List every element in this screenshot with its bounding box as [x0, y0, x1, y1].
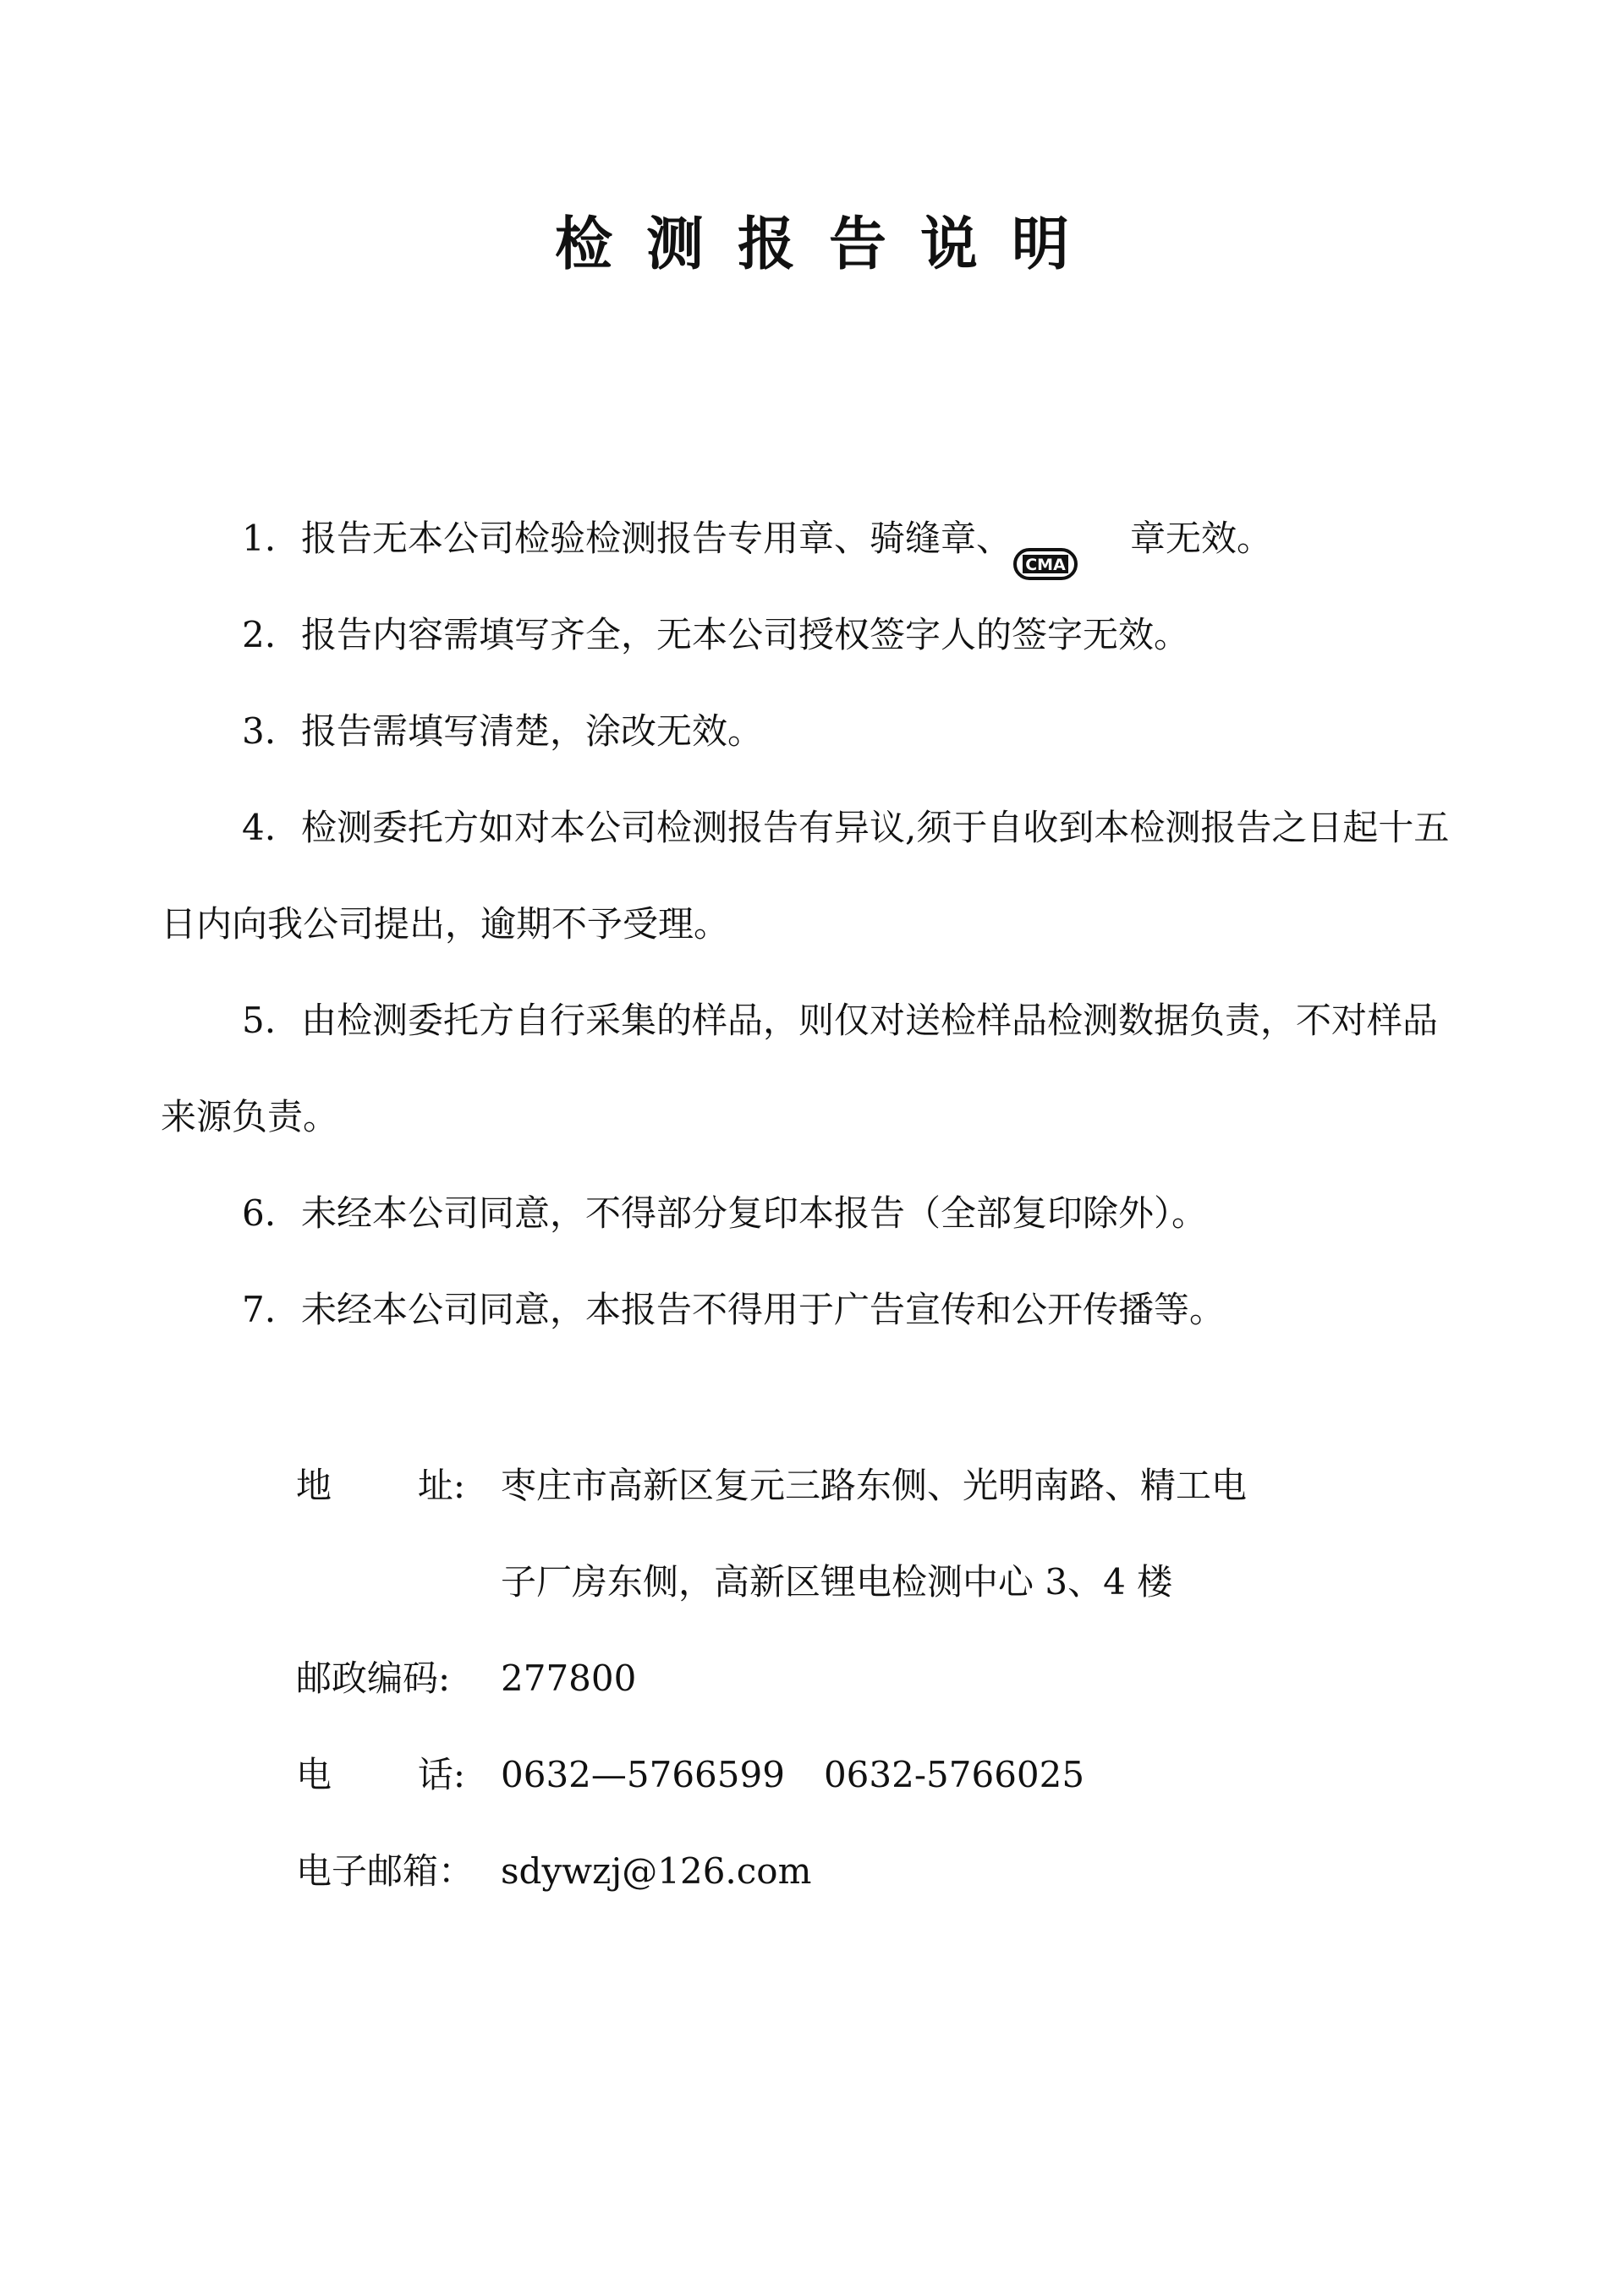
- rule-number: 5.: [242, 1000, 277, 1041]
- phone-row: [296, 1727, 1480, 1823]
- rule-number: 4.: [242, 807, 277, 848]
- rule-text: 未经本公司同意，不得部分复印本报告（全部复印除外）。: [301, 1192, 1208, 1234]
- email-row: [296, 1823, 1480, 1920]
- rule-text: 由检测委托方自行采集的样品，则仅对送检样品检测数据负责，不对样品来源负责。: [161, 1000, 1439, 1137]
- rule-text: 报告需填写清楚，涂改无效。: [301, 710, 764, 752]
- rule-number: 3.: [242, 710, 277, 752]
- phone-label-first: 电: [296, 1754, 332, 1795]
- address-value: [501, 1438, 1480, 1630]
- address-label-first: 地: [296, 1465, 332, 1506]
- phone-label-last: 话:: [417, 1754, 465, 1795]
- cma-mark-icon: [1013, 521, 1078, 574]
- address-row: [296, 1438, 1480, 1630]
- rule-item: [161, 1165, 1480, 1262]
- postcode-row: [296, 1630, 1480, 1727]
- rule-text: 报告内容需填写齐全，无本公司授权签字人的签字无效。: [301, 614, 1190, 655]
- phone-value: [501, 1727, 1480, 1823]
- page-title: 检测报告说明: [554, 211, 1103, 278]
- rule-item: [161, 587, 1480, 683]
- rules-list: [161, 490, 1480, 1358]
- rule-text: 报告无本公司检验检测报告专用章、骑缝章、: [301, 518, 1012, 559]
- address-label-last: 址:: [417, 1465, 465, 1506]
- address-line-1: 枣庄市高新区复元三路东侧、光明南路、精工电: [501, 1465, 1248, 1506]
- address-label: [296, 1438, 501, 1534]
- rule-number: 6.: [242, 1192, 277, 1234]
- address-line-2: 子厂房东侧，高新区锂电检测中心 3、4 楼: [501, 1561, 1173, 1603]
- rule-number: 2.: [242, 614, 277, 655]
- rule-item: [161, 490, 1480, 587]
- svg-text:CMA: CMA: [1025, 556, 1066, 574]
- phone-number-1: 0632—5766599: [501, 1754, 785, 1795]
- postcode-label: 邮政编码:: [296, 1658, 451, 1699]
- contact-info: [296, 1438, 1480, 1920]
- rule-item: [161, 780, 1463, 973]
- rule-text: 检测委托方如对本公司检测报告有异议,须于自收到本检测报告之日起十五日内向我公司提出，逾期不予受理。: [161, 807, 1450, 945]
- rule-text-after-mark: 章无效。: [1130, 518, 1273, 559]
- postcode-value: 277800: [501, 1658, 637, 1699]
- rule-text: 未经本公司同意，本报告不得用于广告宣传和公开传播等。: [301, 1289, 1226, 1330]
- phone-label: [296, 1727, 501, 1823]
- rule-number: 1.: [242, 518, 277, 559]
- phone-number-2: 0632-5766025: [823, 1754, 1085, 1795]
- rule-item: [161, 973, 1463, 1165]
- rule-number: 7.: [242, 1289, 277, 1330]
- rule-item: [161, 1262, 1480, 1358]
- email-label: 电子邮箱：: [296, 1850, 475, 1892]
- rule-item: [161, 683, 1480, 780]
- email-value: sdywzj@126.com: [501, 1850, 812, 1892]
